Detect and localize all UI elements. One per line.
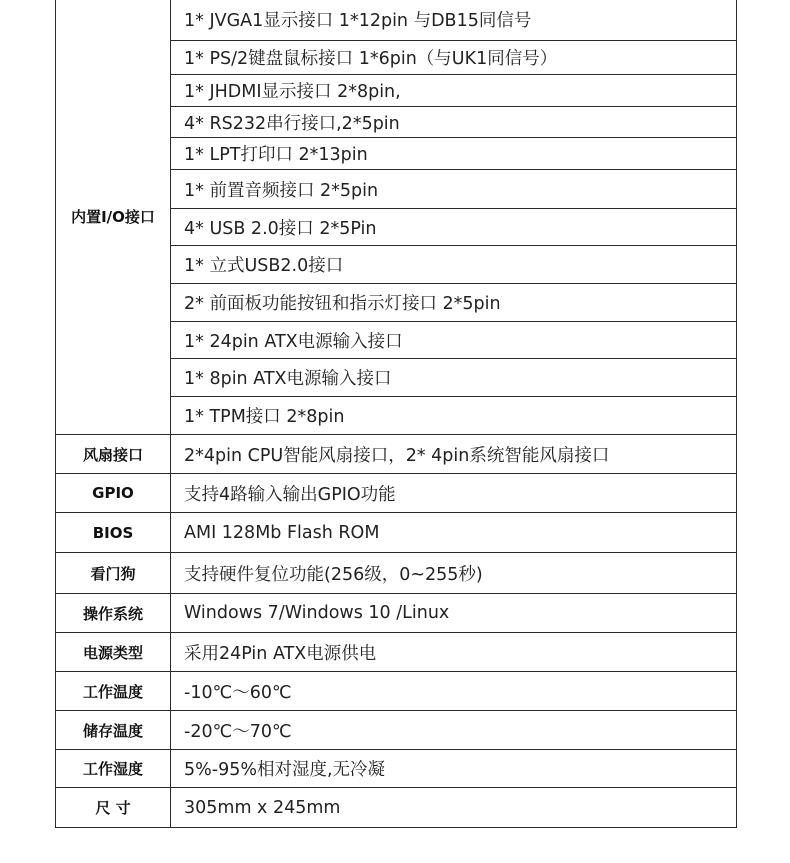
row-label: 工作湿度 [56,750,171,788]
row-value: 1* 8pin ATX电源输入接口 [171,359,737,397]
row-label: 操作系统 [56,594,171,633]
row-label: 尺 寸 [56,788,171,828]
row-value: -10℃～60℃ [171,672,737,711]
table-row [56,711,737,750]
table-row [56,0,737,41]
table-row [56,553,737,594]
row-label: 工作温度 [56,672,171,711]
row-value: 1* 前置音频接口 2*5pin [171,170,737,209]
row-value: Windows 7/Windows 10 /Linux [171,594,737,633]
table-row [56,633,737,672]
row-value: 1* JVGA1显示接口 1*12pin 与DB15同信号 [171,0,737,41]
row-value: 采用24Pin ATX电源供电 [171,633,737,672]
row-value: 2*4pin CPU智能风扇接口，2* 4pin系统智能风扇接口 [171,435,737,474]
row-value: 支持4路输入输出GPIO功能 [171,474,737,513]
row-label: 储存温度 [56,711,171,750]
table-row [56,672,737,711]
row-label-internal-io: 内置I/O接口 [56,0,171,435]
row-value: -20℃～70℃ [171,711,737,750]
row-label: GPIO [56,474,171,513]
table-row [56,750,737,788]
spec-table [55,0,737,828]
table-row [56,474,737,513]
row-value: 1* JHDMI显示接口 2*8pin, [171,75,737,107]
row-value: AMI 128Mb Flash ROM [171,513,737,553]
table-row [56,594,737,633]
row-label: 看门狗 [56,553,171,594]
row-value: 1* TPM接口 2*8pin [171,397,737,435]
table-row [56,788,737,828]
row-value: 4* RS232串行接口,2*5pin [171,107,737,138]
row-value: 1* 24pin ATX电源输入接口 [171,322,737,359]
row-value: 4* USB 2.0接口 2*5Pin [171,209,737,246]
row-label: 风扇接口 [56,435,171,474]
row-value: 2* 前面板功能按钮和指示灯接口 2*5pin [171,284,737,322]
row-value: 5%-95%相对湿度,无冷凝 [171,750,737,788]
table-row [56,513,737,553]
row-value: 1* LPT打印口 2*13pin [171,138,737,170]
table-row [56,435,737,474]
row-value: 1* 立式USB2.0接口 [171,246,737,284]
row-label: BIOS [56,513,171,553]
row-value: 1* PS/2键盘鼠标接口 1*6pin（与UK1同信号） [171,41,737,75]
row-label: 电源类型 [56,633,171,672]
row-value: 支持硬件复位功能(256级，0~255秒) [171,553,737,594]
row-value: 305mm x 245mm [171,788,737,828]
